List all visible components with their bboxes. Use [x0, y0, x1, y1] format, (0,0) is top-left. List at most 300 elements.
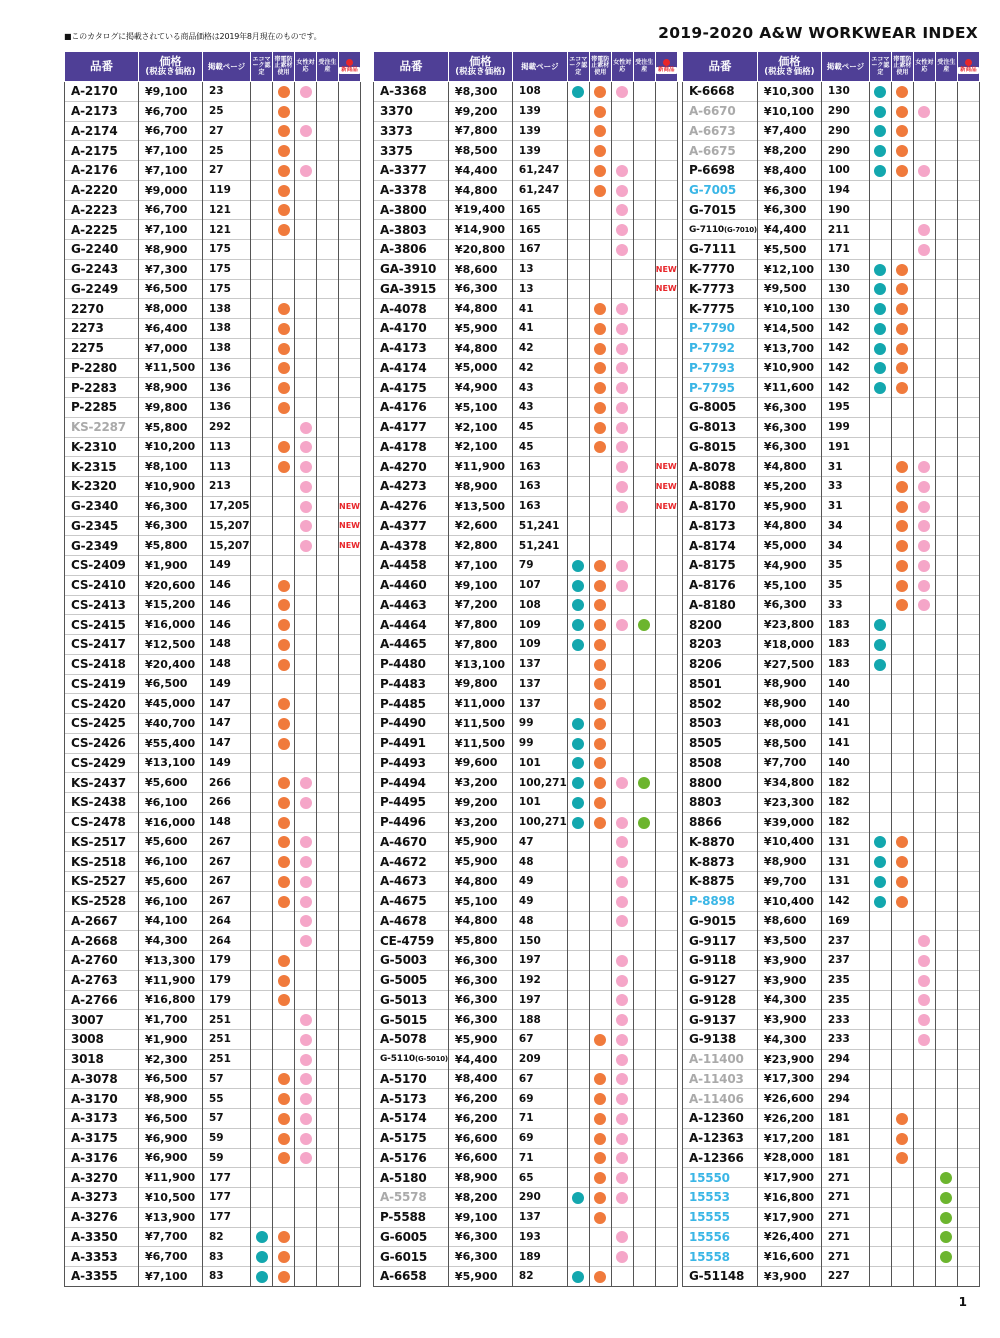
- mark-cell: [913, 161, 935, 181]
- mark-cell: [589, 82, 611, 102]
- mark-cell: [869, 694, 891, 714]
- mark-cell: [295, 1267, 317, 1287]
- mark-cell: [611, 773, 633, 793]
- mark-cell: [891, 279, 913, 299]
- new-cell: [339, 931, 361, 951]
- product-number-text: 3373: [380, 123, 413, 138]
- new-cell: [339, 911, 361, 931]
- antistatic-dot: [594, 659, 606, 671]
- mark-cell: [869, 1148, 891, 1168]
- mark-cell: [317, 1267, 339, 1287]
- mark-cell: [567, 793, 589, 813]
- mark-cell: [273, 694, 295, 714]
- product-price: ¥8,200: [757, 141, 821, 161]
- table-row: [65, 240, 361, 260]
- product-number-text: A-4675: [380, 894, 427, 909]
- product-price: ¥8,500: [448, 141, 512, 161]
- mark-cell: [251, 1049, 273, 1069]
- mark-cell: [935, 121, 957, 141]
- antistatic-dot: [278, 362, 290, 374]
- catalog-page: 59: [203, 1148, 251, 1168]
- mark-cell: [251, 812, 273, 832]
- catalog-page: 130: [821, 279, 869, 299]
- new-cell: [339, 496, 361, 516]
- antistatic-dot: [896, 283, 908, 295]
- product-number: [683, 1049, 758, 1069]
- mark-cell: [869, 496, 891, 516]
- product-number-text: A-3176: [71, 1150, 118, 1165]
- product-number-text: A-2763: [71, 973, 118, 988]
- product-number-text: A-4177: [380, 420, 427, 435]
- catalog-page: 182: [821, 812, 869, 832]
- product-number-text: P-7792: [689, 341, 735, 356]
- mark-cell: [567, 1168, 589, 1188]
- mark-cell: [913, 990, 935, 1010]
- product-price: ¥4,400: [448, 1049, 512, 1069]
- product-number-text: P-8898: [689, 894, 735, 909]
- mark-cell: [611, 1030, 633, 1050]
- mark-cell: [913, 1188, 935, 1208]
- mark-cell: [913, 299, 935, 319]
- mark-cell: [295, 674, 317, 694]
- mark-cell: [589, 299, 611, 319]
- mark-cell: [567, 931, 589, 951]
- product-price: ¥6,300: [139, 496, 203, 516]
- table-row: [65, 121, 361, 141]
- antistatic-dot: [278, 1251, 290, 1263]
- antistatic-dot: [594, 362, 606, 374]
- product-number-text: A-11400: [689, 1052, 744, 1067]
- product-price: ¥11,000: [448, 694, 512, 714]
- product-number-text: A-3270: [71, 1170, 118, 1185]
- mark-cell: [891, 358, 913, 378]
- eco-mark-dot: [874, 303, 886, 315]
- catalog-page: 181: [821, 1128, 869, 1148]
- product-number-text: P-4493: [380, 755, 426, 770]
- mark-cell: [633, 832, 655, 852]
- table-row: [65, 378, 361, 398]
- new-cell: [339, 378, 361, 398]
- new-cell: [655, 378, 677, 398]
- mark-cell: [589, 1128, 611, 1148]
- new-cell: [339, 654, 361, 674]
- product-number: [374, 141, 449, 161]
- product-number: [374, 1128, 449, 1148]
- mark-cell: [633, 773, 655, 793]
- mark-cell: [869, 556, 891, 576]
- mark-cell: [611, 1267, 633, 1287]
- mark-cell: [589, 733, 611, 753]
- product-number: [374, 1267, 449, 1287]
- mark-cell: [913, 773, 935, 793]
- catalog-page: 79: [512, 556, 567, 576]
- new-cell: [339, 990, 361, 1010]
- table-row: [374, 575, 678, 595]
- table-row: [374, 990, 678, 1010]
- women-dot: [300, 915, 312, 927]
- mark-cell: [869, 299, 891, 319]
- product-price: ¥4,100: [139, 911, 203, 931]
- women-dot: [616, 817, 628, 829]
- catalog-page: 83: [203, 1247, 251, 1267]
- new-cell: [957, 1148, 979, 1168]
- catalog-page: 49: [512, 872, 567, 892]
- mark-cell: [935, 812, 957, 832]
- mark-cell: [567, 694, 589, 714]
- catalog-page: 137: [512, 694, 567, 714]
- mark-cell: [611, 1089, 633, 1109]
- women-dot: [300, 1093, 312, 1105]
- product-price: ¥8,900: [757, 852, 821, 872]
- catalog-page: 15,207: [203, 536, 251, 556]
- catalog-page: 142: [821, 338, 869, 358]
- product-number-text: 3375: [380, 143, 413, 158]
- product-number: [374, 615, 449, 635]
- product-number-text: A-2760: [71, 953, 118, 968]
- new-cell: [655, 1109, 677, 1129]
- new-cell: [957, 872, 979, 892]
- mark-cell: [633, 1049, 655, 1069]
- product-number: [65, 931, 139, 951]
- table-row: [374, 398, 678, 418]
- new-cell: [339, 1030, 361, 1050]
- product-price: ¥6,300: [757, 398, 821, 418]
- mark-cell: [935, 1010, 957, 1030]
- product-number: [374, 911, 449, 931]
- mark-cell: [251, 753, 273, 773]
- new-badge: NEW: [655, 501, 677, 511]
- product-price: ¥8,900: [139, 378, 203, 398]
- new-cell: [339, 1128, 361, 1148]
- catalog-page: 45: [512, 437, 567, 457]
- mark-cell: [317, 319, 339, 339]
- table-row: [683, 161, 980, 181]
- mark-cell: [935, 990, 957, 1010]
- header-new-product: [655, 52, 677, 82]
- mark-cell: [869, 733, 891, 753]
- mark-cell: [633, 220, 655, 240]
- product-price: ¥4,300: [757, 990, 821, 1010]
- table-row: [65, 180, 361, 200]
- new-cell: [957, 891, 979, 911]
- antistatic-dot: [896, 303, 908, 315]
- new-cell: [655, 891, 677, 911]
- table-row: [65, 1010, 361, 1030]
- mark-cell: [913, 635, 935, 655]
- product-number: [65, 990, 139, 1010]
- product-price: ¥8,300: [448, 82, 512, 102]
- new-cell: [339, 82, 361, 102]
- catalog-page: 183: [821, 654, 869, 674]
- product-number: [683, 654, 758, 674]
- women-dot: [616, 1231, 628, 1243]
- mark-cell: [317, 457, 339, 477]
- product-price: ¥8,100: [139, 457, 203, 477]
- mark-cell: [633, 1188, 655, 1208]
- women-dot: [616, 1133, 628, 1145]
- new-cell: [339, 101, 361, 121]
- women-dot: [918, 540, 930, 552]
- mark-cell: [611, 378, 633, 398]
- new-cell: [957, 1109, 979, 1129]
- mark-cell: [633, 911, 655, 931]
- mark-cell: [251, 259, 273, 279]
- product-number-text: P-6698: [689, 163, 735, 178]
- mark-cell: [611, 812, 633, 832]
- mark-cell: [273, 279, 295, 299]
- catalog-page: 267: [203, 891, 251, 911]
- product-price: ¥6,900: [139, 1148, 203, 1168]
- catalog-page: 163: [512, 477, 567, 497]
- catalog-page: 235: [821, 990, 869, 1010]
- mark-cell: [633, 477, 655, 497]
- new-cell: [655, 1168, 677, 1188]
- product-number: [374, 931, 449, 951]
- mark-cell: [913, 1247, 935, 1267]
- product-number: [65, 911, 139, 931]
- mark-cell: [251, 1247, 273, 1267]
- table-row: [683, 931, 980, 951]
- header-antistatic: 帯電防止素材使用: [891, 52, 913, 82]
- catalog-page: 41: [512, 299, 567, 319]
- product-number-text: 2270: [71, 301, 104, 316]
- mark-cell: [295, 516, 317, 536]
- product-number: [65, 457, 139, 477]
- product-number: [683, 477, 758, 497]
- mark-cell: [295, 1049, 317, 1069]
- catalog-page: 83: [203, 1267, 251, 1287]
- new-cell: [655, 951, 677, 971]
- mark-cell: [935, 161, 957, 181]
- mark-cell: [251, 437, 273, 457]
- product-number: [65, 951, 139, 971]
- new-cell: [655, 872, 677, 892]
- product-number-text: 3370: [380, 104, 413, 119]
- mark-cell: [935, 338, 957, 358]
- product-number: [683, 496, 758, 516]
- new-cell: [957, 970, 979, 990]
- product-number: [374, 674, 449, 694]
- catalog-page: 139: [512, 101, 567, 121]
- table-row: [65, 852, 361, 872]
- product-number: [374, 852, 449, 872]
- product-price: ¥7,700: [757, 753, 821, 773]
- mark-cell: [891, 674, 913, 694]
- mark-cell: [869, 990, 891, 1010]
- mark-cell: [589, 1109, 611, 1129]
- product-price: ¥7,700: [139, 1227, 203, 1247]
- catalog-page: 237: [821, 931, 869, 951]
- mark-cell: [891, 82, 913, 102]
- product-number-text: G-2345: [71, 518, 119, 533]
- mark-cell: [891, 220, 913, 240]
- mark-cell: [891, 556, 913, 576]
- product-number: [65, 1207, 139, 1227]
- product-number: [683, 1010, 758, 1030]
- mark-cell: [935, 378, 957, 398]
- product-number-text: CS-2429: [71, 755, 126, 770]
- header-row: [374, 52, 678, 82]
- mark-cell: [913, 437, 935, 457]
- women-dot: [300, 797, 312, 809]
- product-number-text: A-2225: [71, 222, 118, 237]
- mark-cell: [567, 141, 589, 161]
- product-number-text: GA-3910: [380, 262, 437, 277]
- antistatic-dot: [896, 501, 908, 513]
- catalog-page: 294: [821, 1089, 869, 1109]
- product-number-text: KS-2518: [71, 854, 126, 869]
- header-made-to-order: 受注生産: [935, 52, 957, 82]
- women-dot: [616, 1093, 628, 1105]
- mark-cell: [913, 1049, 935, 1069]
- product-number: [374, 457, 449, 477]
- product-number-text: CS-2478: [71, 815, 126, 830]
- new-cell: [655, 121, 677, 141]
- catalog-page: 294: [821, 1049, 869, 1069]
- product-price: ¥17,200: [757, 1128, 821, 1148]
- table-row: [374, 595, 678, 615]
- women-dot: [300, 125, 312, 137]
- women-dot: [918, 481, 930, 493]
- mark-cell: [589, 654, 611, 674]
- mark-cell: [589, 240, 611, 260]
- catalog-page: 47: [512, 832, 567, 852]
- mark-cell: [633, 358, 655, 378]
- new-cell: [957, 101, 979, 121]
- product-price: ¥10,500: [139, 1188, 203, 1208]
- mark-cell: [567, 299, 589, 319]
- mark-cell: [913, 141, 935, 161]
- table-row: [65, 654, 361, 674]
- women-dot: [918, 975, 930, 987]
- mark-cell: [273, 1010, 295, 1030]
- antistatic-dot: [278, 1093, 290, 1105]
- table-row: [65, 1089, 361, 1109]
- mark-cell: [611, 299, 633, 319]
- catalog-page: 233: [821, 1030, 869, 1050]
- mark-cell: [869, 259, 891, 279]
- table-row: [683, 141, 980, 161]
- product-number-text: A-2668: [71, 933, 118, 948]
- catalog-page: 27: [203, 121, 251, 141]
- women-dot: [918, 106, 930, 118]
- product-number-text: A-4173: [380, 341, 427, 356]
- mark-cell: [317, 970, 339, 990]
- mark-cell: [295, 437, 317, 457]
- table-row: [683, 615, 980, 635]
- women-dot: [300, 856, 312, 868]
- mark-cell: [869, 398, 891, 418]
- product-number: [683, 951, 758, 971]
- table-row: [65, 496, 361, 516]
- mark-cell: [273, 220, 295, 240]
- new-badge: NEW: [655, 284, 677, 294]
- table-row: [374, 358, 678, 378]
- new-cell: [957, 1089, 979, 1109]
- product-number-text: P-2285: [71, 400, 117, 415]
- antistatic-dot: [896, 461, 908, 473]
- mark-cell: [869, 1207, 891, 1227]
- mark-cell: [913, 536, 935, 556]
- product-price: ¥6,300: [448, 951, 512, 971]
- new-cell: [957, 1010, 979, 1030]
- product-number-text: GA-3915: [380, 281, 437, 296]
- mark-cell: [317, 141, 339, 161]
- mark-cell: [869, 753, 891, 773]
- mark-cell: [891, 240, 913, 260]
- women-dot: [616, 915, 628, 927]
- product-number: [374, 358, 449, 378]
- table-row: [683, 200, 980, 220]
- mark-cell: [317, 82, 339, 102]
- catalog-page: 183: [821, 635, 869, 655]
- catalog-page: 142: [821, 358, 869, 378]
- mark-cell: [317, 1227, 339, 1247]
- mark-cell: [589, 753, 611, 773]
- product-price: ¥5,800: [139, 536, 203, 556]
- catalog-page: 290: [821, 141, 869, 161]
- mark-cell: [567, 852, 589, 872]
- mark-cell: [633, 141, 655, 161]
- table-row: [374, 911, 678, 931]
- mark-cell: [891, 180, 913, 200]
- mark-cell: [273, 417, 295, 437]
- header-made-to-order: 受注生産: [317, 52, 339, 82]
- antistatic-dot: [896, 896, 908, 908]
- women-dot: [616, 343, 628, 355]
- header-price-sub: (税抜き価格): [455, 66, 506, 77]
- catalog-page: 137: [512, 654, 567, 674]
- new-cell: [339, 180, 361, 200]
- table-row: [374, 161, 678, 181]
- product-price: ¥9,100: [139, 82, 203, 102]
- antistatic-dot: [896, 540, 908, 552]
- women-dot: [918, 165, 930, 177]
- product-price: ¥11,900: [448, 457, 512, 477]
- product-number-text: 3008: [71, 1032, 104, 1047]
- new-cell: [655, 1267, 677, 1287]
- catalog-page: 183: [821, 615, 869, 635]
- eco-mark-dot: [572, 817, 584, 829]
- new-cell: [957, 398, 979, 418]
- index-table-3: [682, 51, 980, 1287]
- catalog-page: 147: [203, 733, 251, 753]
- product-number: [65, 793, 139, 813]
- mark-cell: [935, 773, 957, 793]
- mark-cell: [891, 714, 913, 734]
- mark-cell: [589, 1030, 611, 1050]
- product-number: [683, 1168, 758, 1188]
- mark-cell: [273, 180, 295, 200]
- women-dot: [616, 1054, 628, 1066]
- mark-cell: [935, 872, 957, 892]
- antistatic-dot: [594, 599, 606, 611]
- product-number-text: K-8870: [689, 834, 735, 849]
- table-row: [374, 714, 678, 734]
- product-price: ¥16,000: [139, 812, 203, 832]
- mark-cell: [589, 1227, 611, 1247]
- mark-cell: [869, 338, 891, 358]
- mark-cell: [913, 378, 935, 398]
- catalog-page: 177: [203, 1168, 251, 1188]
- mark-cell: [891, 200, 913, 220]
- mark-cell: [913, 279, 935, 299]
- product-number: [374, 437, 449, 457]
- table-row: [374, 121, 678, 141]
- eco-mark-dot: [572, 86, 584, 98]
- mark-cell: [251, 1128, 273, 1148]
- new-cell: [655, 457, 677, 477]
